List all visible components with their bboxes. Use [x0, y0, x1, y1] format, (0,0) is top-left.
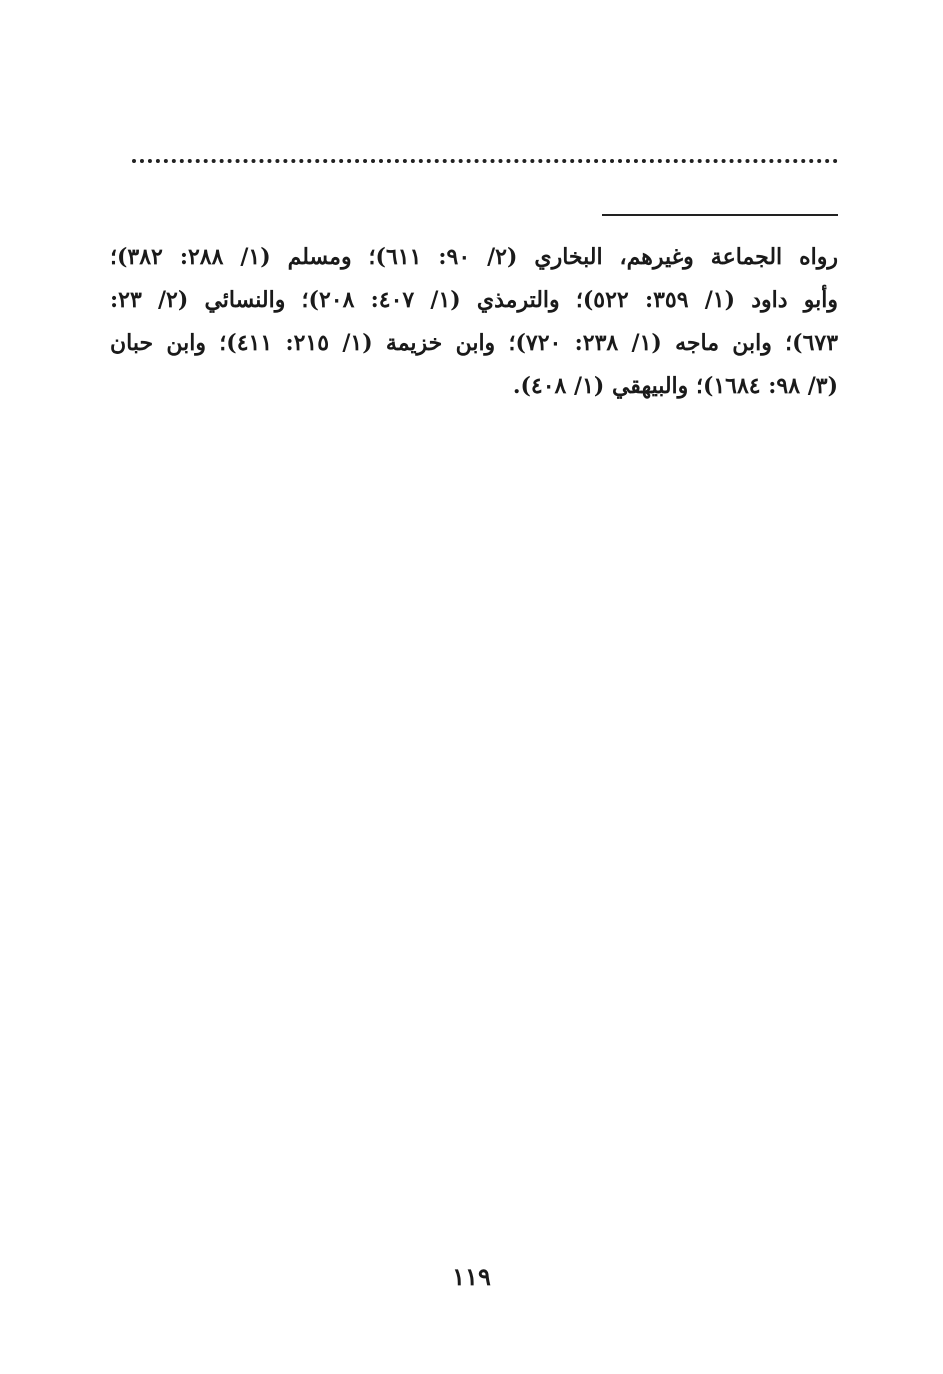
- dotted-separator: [132, 159, 838, 163]
- footnote-rule: [602, 214, 838, 216]
- footnote-line: (٣/ ٩٨: ١٦٨٤)؛ والبيهقي (١/ ٤٠٨).: [512, 373, 838, 399]
- footnote-line: وأبو داود (١/ ٣٥٩: ٥٢٢)؛ والترمذي (١/ ٤٠٧: ٢٠٨)؛ والنسائي (٢/ ٢٣:: [110, 287, 839, 313]
- footnote-line: ٦٧٣)؛ وابن ماجه (١/ ٢٣٨: ٧٢٠)؛ وابن خزيمة (١/ ٢١٥: ٤١١)؛ وابن حبان: [110, 330, 839, 356]
- footnote-text: [110, 236, 838, 408]
- page-number: ١١٩: [452, 1262, 491, 1291]
- footnote-line: رواه الجماعة وغيرهم، البخاري (٢/ ٩٠: ٦١١)؛ ومسلم (١/ ٢٨٨: ٣٨٢)؛: [110, 244, 838, 270]
